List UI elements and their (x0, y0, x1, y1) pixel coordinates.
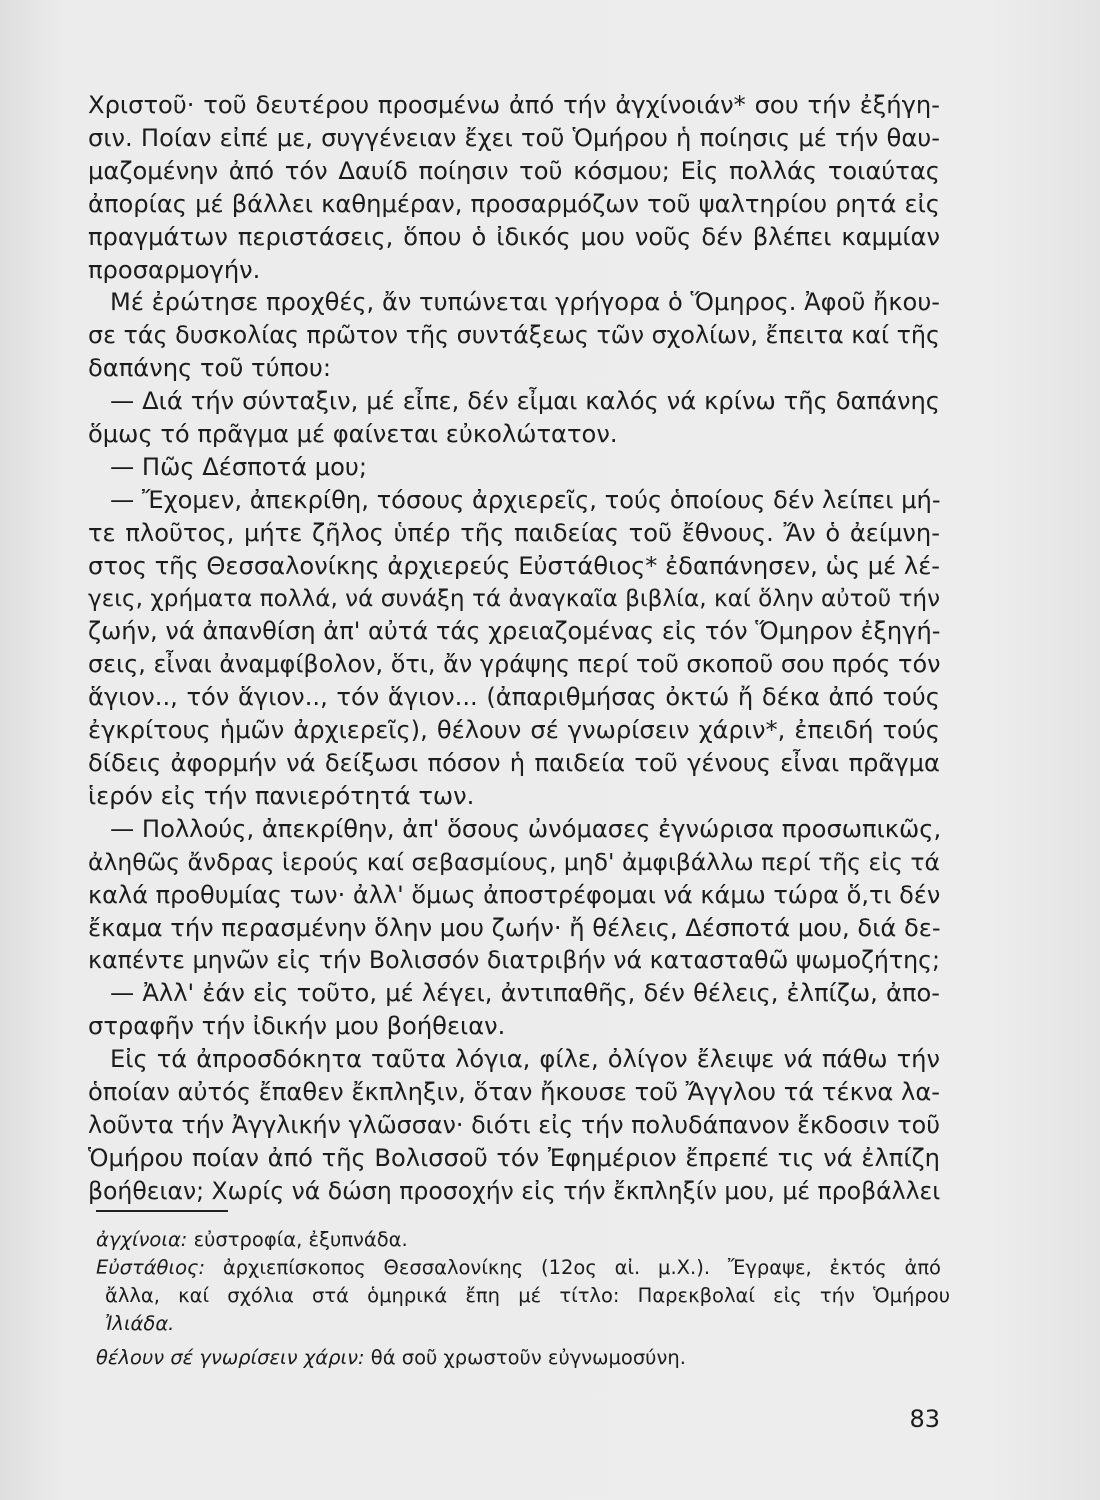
footnote-text: ἄλλα, καί σχόλια στά ὁμηρικά ἔπη μέ τίτλο: Παρεκβολαί εἰς τήν Ὁμήρου (105, 1284, 950, 1307)
body-line: — Ἀλλ' ἐάν εἰς τοῦτο, μέ λέγει, ἀντιπαθῆς, δέν θέλεις, ἐλπίζω, ἀπο- (110, 979, 940, 1008)
footnote (96, 1344, 941, 1372)
body-line: σεις, εἶναι ἀναμφίβολον, ὅτι, ἄν γράψης περί τοῦ σκοποῦ σου πρός τόν (88, 650, 941, 679)
body-line: ὅμως τό πρᾶγμα μέ φαίνεται εὐκολώτατον. (88, 420, 618, 448)
body-line: πραγμάτων περιστάσεις, ὅπου ὁ ἰδικός μου νοῦς δέν βλέπει καμμίαν (88, 222, 940, 251)
body-line: σε τάς δυσκολίας πρῶτον τῆς συντάξεως τῶν σχολίων, ἔπειτα καί τῆς (88, 321, 940, 350)
footnote-continuation (105, 1310, 950, 1338)
body-line: ἀληθῶς ἄνδρας ἱερούς καί σεβασμίους, μηδ' ἀμφιβάλλω περί τῆς εἰς τά (88, 847, 940, 876)
body-line: ζωήν, νά ἀπανθίση ἀπ' αὐτά τάς χρειαζομένας εἰς τόν Ὅμηρον ἐξηγή- (88, 617, 941, 646)
body-line: σιν. Ποίαν εἰπέ με, συγγένειαν ἔχει τοῦ Ὁμήρου ἡ ποίησις μέ τήν θαυ- (88, 123, 940, 152)
body-line: Εἰς τά ἀπροσδόκητα ταῦτα λόγια, φίλε, ὀλίγον ἔλειψε νά πάθω τήν (110, 1045, 940, 1074)
body-line: δαπάνης τοῦ τύπου: (88, 354, 332, 383)
body-line: Μέ ἐρώτησε προχθές, ἄν τυπώνεται γρήγορα ὁ Ὅμηρος. Ἀφοῦ ἤκου- (110, 288, 940, 317)
footnote-divider (96, 1210, 228, 1212)
body-line: — Διά τήν σύνταξιν, μέ εἶπε, δέν εἶμαι καλός νά κρίνω τῆς δαπάνης (110, 387, 940, 416)
body-line: — Πῶς Δέσποτά μου; (110, 452, 368, 481)
footnote-text: θά σοῦ χρωστοῦν εὐγνωμοσύνη. (364, 1346, 686, 1369)
body-line: ὁποίαν αὐτός ἔπαθεν ἔκπληξιν, ὅταν ἤκουσε τοῦ Ἄγγλου τά τέκνα λα- (88, 1078, 940, 1106)
body-line: τε πλοῦτος, μήτε ζῆλος ὑπέρ τῆς παιδείας τοῦ ἔθνους. Ἄν ὁ ἀείμνη- (88, 518, 940, 547)
footnote-term: θέλουν σέ γνωρίσειν χάριν: (96, 1346, 365, 1369)
body-line: — Ἔχομεν, ἀπεκρίθη, τόσους ἀρχιερεῖς, τούς ὁποίους δέν λείπει μή- (110, 485, 941, 514)
footnote-text: Ἰλιάδα. (105, 1312, 175, 1335)
footnote-text: εὐστροφία, ἐξυπνάδα. (187, 1228, 408, 1251)
body-line: — Πολλούς, ἀπεκρίθην, ἀπ' ὅσους ὠνόμασες ἐγνώρισα προσωπικῶς, (110, 814, 942, 843)
footnote-term: ἀγχίνοια: (96, 1228, 188, 1251)
body-line: ἀπορίας μέ βάλλει καθημέραν, προσαρμόζων τοῦ ψαλτηρίου ρητά εἰς (88, 189, 940, 218)
body-line: γεις, χρήματα πολλά, νά συνάξη τά ἀναγκαῖα βιβλία, καί ὅλην αὐτοῦ τήν (88, 585, 941, 612)
body-line: στος τῆς Θεσσαλονίκης ἀρχιερεύς Εὐστάθιος* ἐδαπάνησεν, ὡς μέ λέ- (88, 551, 940, 580)
body-line: δίδεις ἀφορμήν νά δείξωσι πόσον ἡ παιδεία τοῦ γένους εἶναι πρᾶγμα (88, 749, 940, 777)
body-line: καπέντε μηνῶν εἰς τήν Βολισσόν διατριβήν νά κατασταθῶ ψωμοζήτης; (88, 946, 940, 975)
body-line: ἱερόν εἰς τήν πανιερότητά των. (88, 781, 475, 810)
body-line: ἐγκρίτους ἡμῶν ἀρχιερεῖς), θέλουν σέ γνωρίσειν χάριν*, ἐπειδή τούς (88, 716, 940, 745)
footnote-continuation (105, 1282, 950, 1310)
body-line: Ὁμήρου ποίαν ἀπό τῆς Βολισσοῦ τόν Ἐφημέριον ἔπρεπέ τις νά ἐλπίζη (88, 1143, 940, 1172)
footnote-text: ἀρχιεπίσκοπος Θεσσαλονίκης (12ος αἰ. μ.Χ.). Ἔγραψε, ἐκτός ἀπό (205, 1256, 941, 1279)
body-line: βοήθειαν; Χωρίς νά δώση προσοχήν εἰς τήν ἔκπληξίν μου, μέ προβάλλει (88, 1176, 941, 1205)
body-line: στραφῆν τήν ἰδικήν μου βοήθειαν. (88, 1012, 506, 1041)
body-line: λοῦντα τήν Ἀγγλικήν γλῶσσαν· διότι εἰς τήν πολυδάπανον ἔκδοσιν τοῦ (88, 1110, 940, 1139)
body-line: μαζομένην ἀπό τόν Δαυίδ ποίησιν τοῦ κόσμου; Εἰς πολλάς τοιαύτας (88, 156, 940, 185)
body-line: προσαρμογήν. (88, 255, 261, 284)
footnote (96, 1254, 941, 1282)
body-line: ἔκαμα τήν περασμένην ὅλην μου ζωήν· ἤ θέλεις, Δέσποτά μου, διά δε- (88, 913, 941, 942)
page-number: 83 (909, 1405, 940, 1433)
footnote (96, 1226, 941, 1254)
body-line: Χριστοῦ· τοῦ δευτέρου προσμένω ἀπό τήν ἀγχίνοιάν* σου τήν ἐξήγη- (88, 91, 940, 119)
footnote-term: Εὐστάθιος: (96, 1256, 206, 1279)
body-line: ἅγιον.., τόν ἅγιον.., τόν ἅγιον... (ἀπαριθμήσας ὀκτώ ἤ δέκα ἀπό τούς (88, 683, 940, 712)
body-line: καλά προθυμίας των· ἀλλ' ὅμως ἀποστρέφομαι νά κάμω τώρα ὅ,τι δέν (88, 880, 941, 909)
